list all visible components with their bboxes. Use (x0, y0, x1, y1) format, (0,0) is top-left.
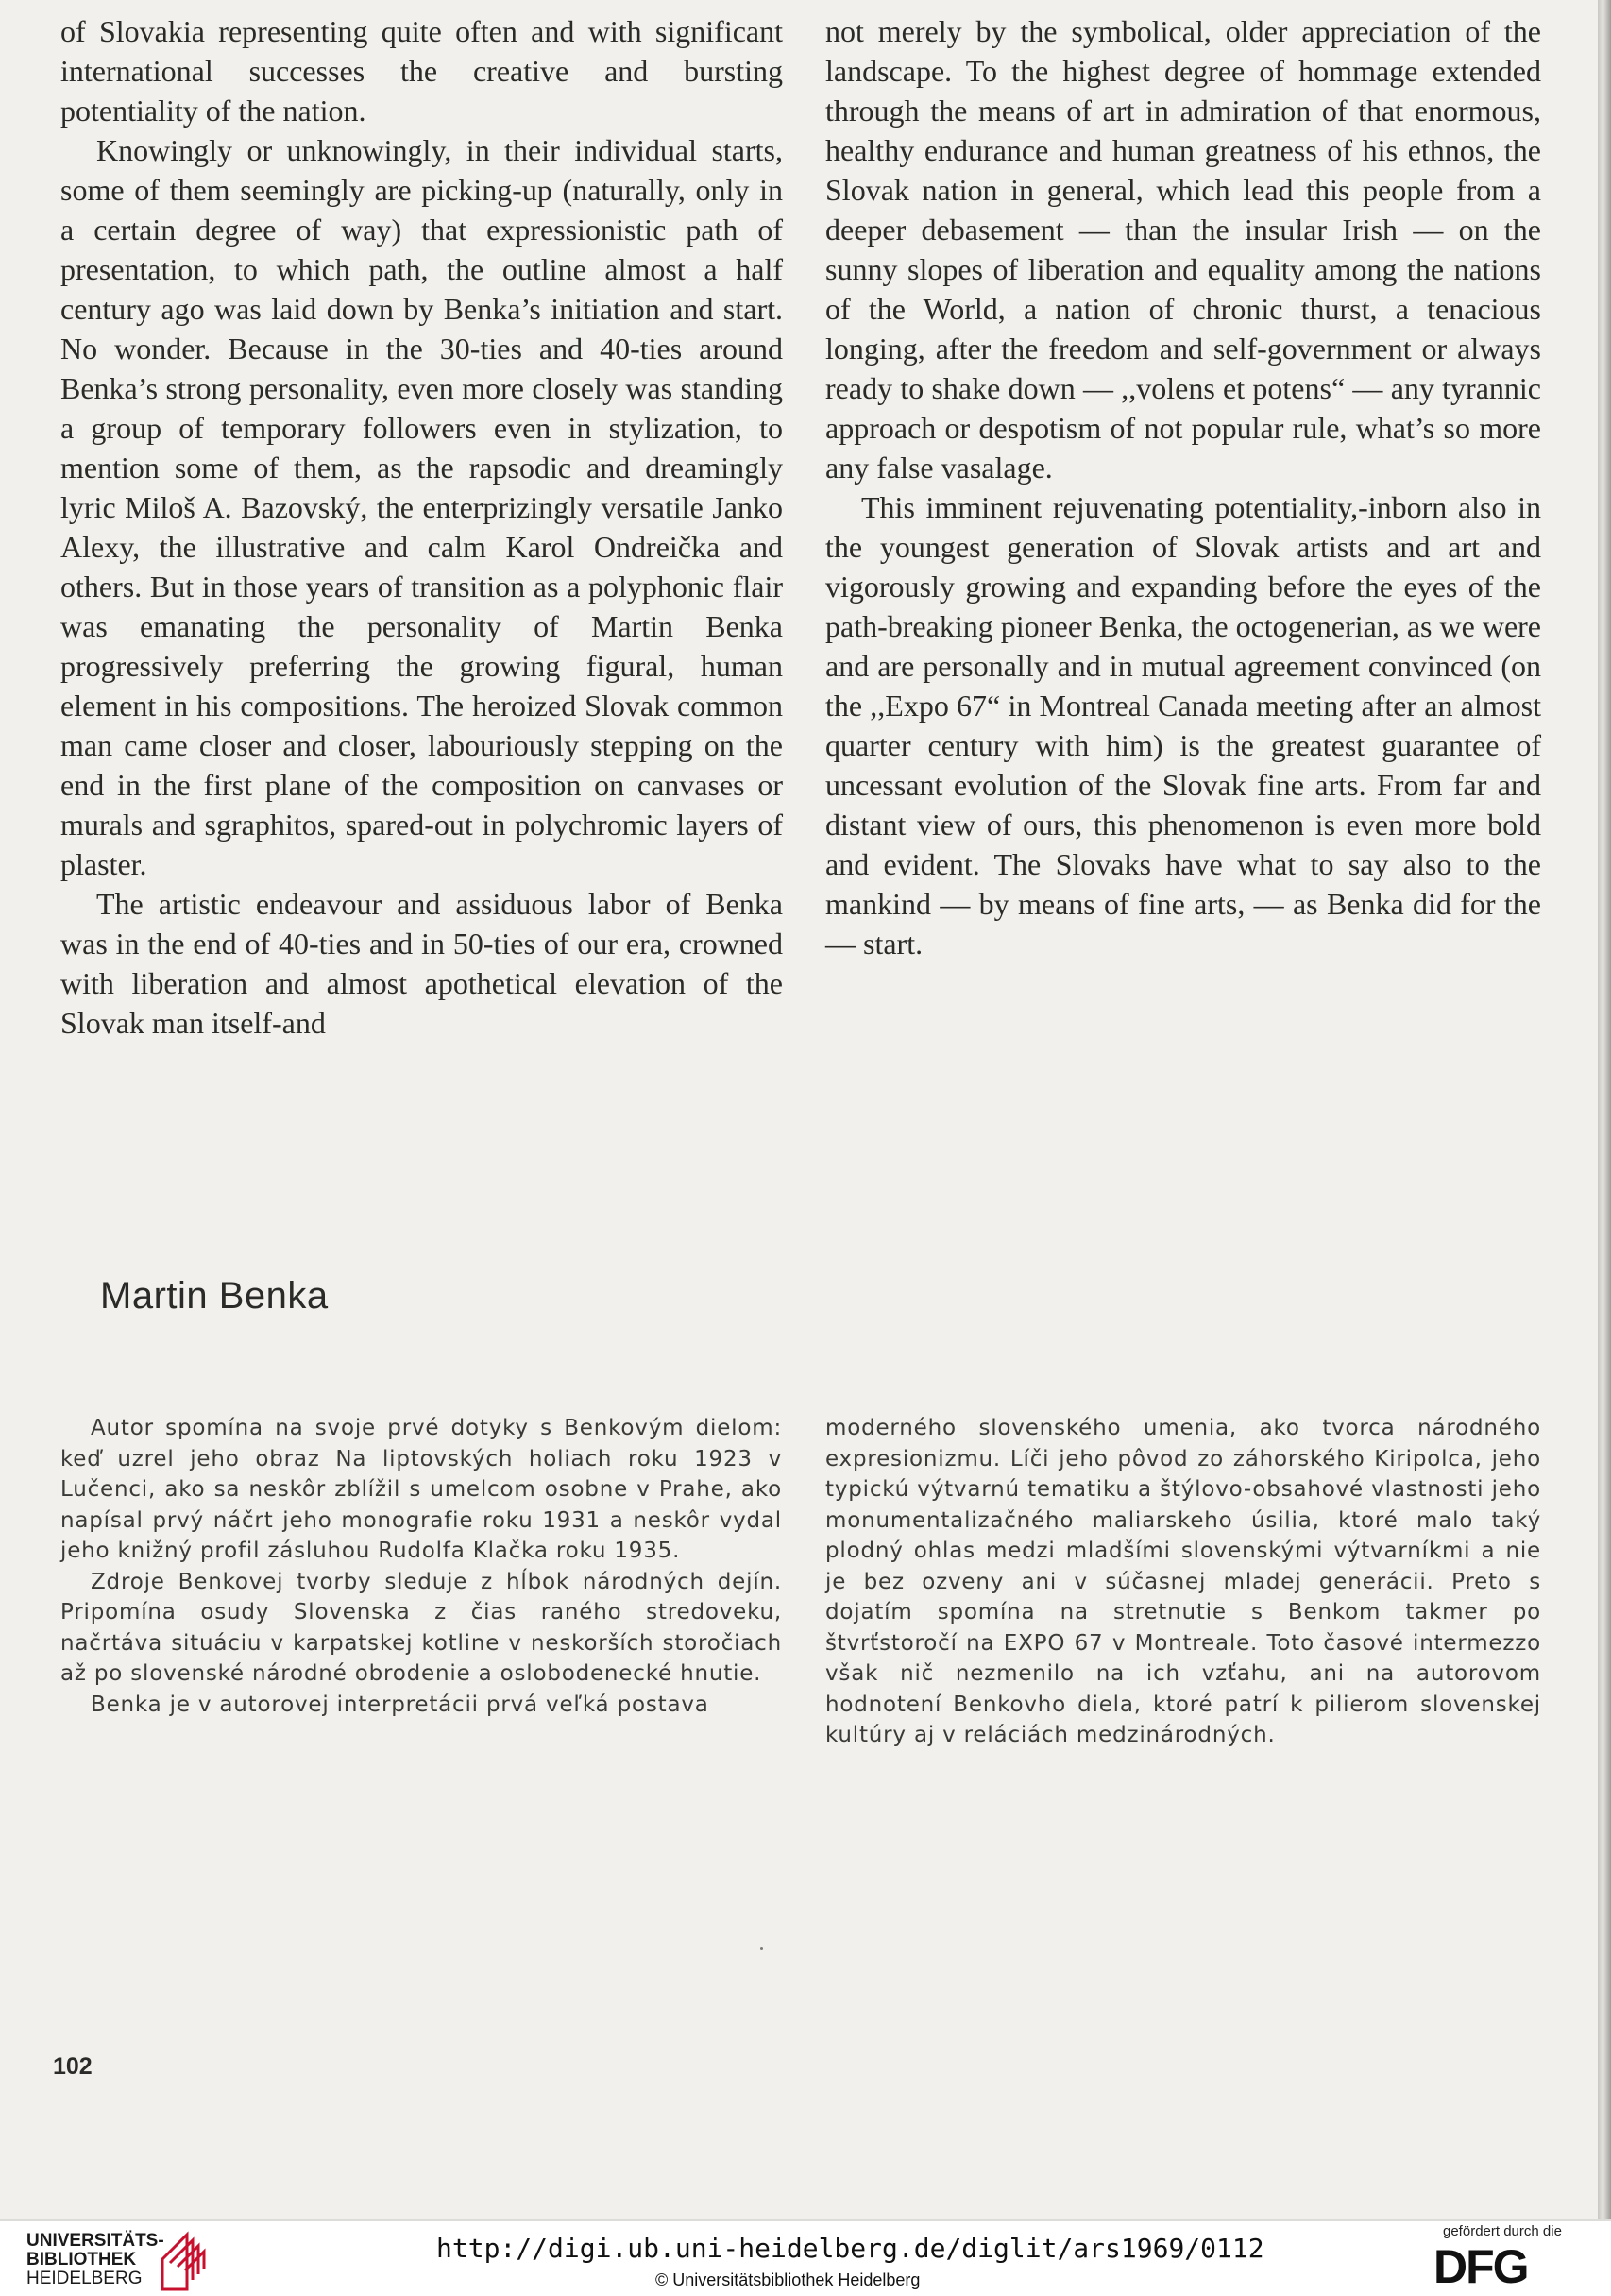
ub-heidelberg-logo-icon[interactable] (159, 2221, 219, 2293)
permalink-url[interactable]: http://digi.ub.uni-heidelberg.de/diglit/ars1969/0112 (436, 2233, 1264, 2264)
library-name-line: HEIDELBERG (26, 2269, 143, 2288)
library-name-line: BIBLIOTHEK (26, 2250, 137, 2270)
dfg-logo[interactable]: DFG (1433, 2240, 1528, 2293)
summary-paragraph: moderného slovenského umenia, ako tvorca národného expresionizmu. Líči jeho pôvod zo záhorského Kiripolca, jeho typickú výtvarnú tematiku a štýlovo-obsahové vlastnosti jeho monumentalizačného maliarskeho úsilia, ktoré malo taký plodný ohlas medzi mladšími slovenskými výtvarníkmi a nie je bez ozveny ani v súčasnej mladej generácii. Preto s dojatím spomína na stretnutie s Benkom takmer po štvrťstoročí na EXPO 67 v Montreale. Toto časové intermezzo však nič nezmenilo na ich vzťahu, ani na autorovom hodnotení Benkovho diela, ktoré patrí k pilierom slovenskej kultúry aj v reláciách medzinárodných. (825, 1416, 1541, 1747)
footer-divider (0, 2219, 1611, 2221)
section-title: Martin Benka (100, 1275, 329, 1317)
article-paragraph: The artistic endeavour and assiduous labor of Benka was in the end of 40-ties and in 50-ties of our era, crowned with liberation and almost apothetical elevation of the Slovak man itself-and (60, 887, 783, 1040)
library-logo-text[interactable] (26, 2232, 164, 2288)
article-paragraph: of Slovakia representing quite often and with significant international successes the creative and bursting potentiality of the nation. (60, 14, 783, 128)
article-column-right (825, 11, 1541, 963)
library-name-line: UNIVERSITÄTS- (26, 2231, 164, 2251)
summary-paragraph: Autor spomína na svoje prvé dotyky s Benkovým dielom: keď uzrel jeho obraz Na liptovských holiach roku 1923 v Lučenci, ako sa neskôr zblížil s umelcom osobne v Prahe, ako napísal prvý náčrt jeho monografie roku 1931 a neskôr vydal jeho knižný profil zásluhou Rudolfa Klačka roku 1935. (60, 1416, 782, 1563)
article-column-left (60, 11, 783, 1043)
funded-by-text: gefördert durch die (1443, 2223, 1562, 2239)
article-paragraph: This imminent rejuvenating potentiality,-inborn also in the youngest generation of Slovak artists and art and vigorously growing and expanding before the eyes of the path-breaking pioneer Benka, the octogenerian, as we were and are personally and in mutual agreement convinced (on the ,,Expo 67“ in Montreal Canada meeting after an almost quarter century with him) is the greatest guarantee of uncessant evolution of the Slovak fine arts. From far and distant view of ours, this phenomenon is even more bold and evident. The Slovaks have what to say also to the mankind — by means of fine arts, — as Benka did for the — start. (825, 490, 1541, 961)
summary-paragraph: Benka je v autorovej interpretácii prvá veľká postava (91, 1692, 709, 1717)
article-paragraph: not merely by the symbolical, older appreciation of the landscape. To the highest degree of hommage extended through the means of art in admiration of that enormous, healthy endurance and human greatness of his ethnos, the Slovak nation in general, which lead this people from a deeper debasement — than the insular Irish — on the sunny slopes of liberation and equality among the nations of the World, a nation of chronic thurst, a tenacious longing, after the freedom and self-government or always ready to shake down — ,,volens et potens“ — any tyrannic approach or despotism of not popular rule, what’s so more any false vasalage. (825, 14, 1541, 485)
article-paragraph: Knowingly or unknowingly, in their individual starts, some of them seemingly are picking-up (naturally, only in a certain degree of way) that expressionistic path of presentation, to which path, the outline almost a half century ago was laid down by Benka’s initiation and start. No wonder. Because in the 30-ties and 40-ties around Benka’s strong personality, even more closely was standing a group of temporary followers even in stylization, to mention some of them, as the rapsodic and dreamingly lyric Miloš A. Bazovský, the enterprizingly versatile Janko Alexy, the illustrative and calm Karol Ondreička and others. But in those years of transition as a polyphonic flair was emanating the personality of Martin Benka progressively preferring the growing figural, human element in his compositions. The heroized Slovak common man came closer and closer, labouriously stepping on the end in the first plane of the composition on canvases or murals and sgraphitos, spared-out in polychromic layers of plaster. (60, 133, 783, 881)
page-edge-shadow (1598, 0, 1611, 2219)
copyright-text: © Universitätsbibliothek Heidelberg (655, 2270, 921, 2289)
page-speck (760, 1947, 763, 1950)
page-number: 102 (53, 2053, 93, 2080)
summary-column-right (825, 1413, 1541, 1751)
summary-paragraph: Zdroje Benkovej tvorby sleduje z hĺbok národných dejín. Pripomína osudy Slovenska z čias raného stredoveku, načrtáva situáciu v karpatskej kotline v neskorších storočiach až po slovenské národné obrodenie a oslobodenecké hnutie. (60, 1569, 782, 1686)
summary-column-left (60, 1413, 782, 1720)
